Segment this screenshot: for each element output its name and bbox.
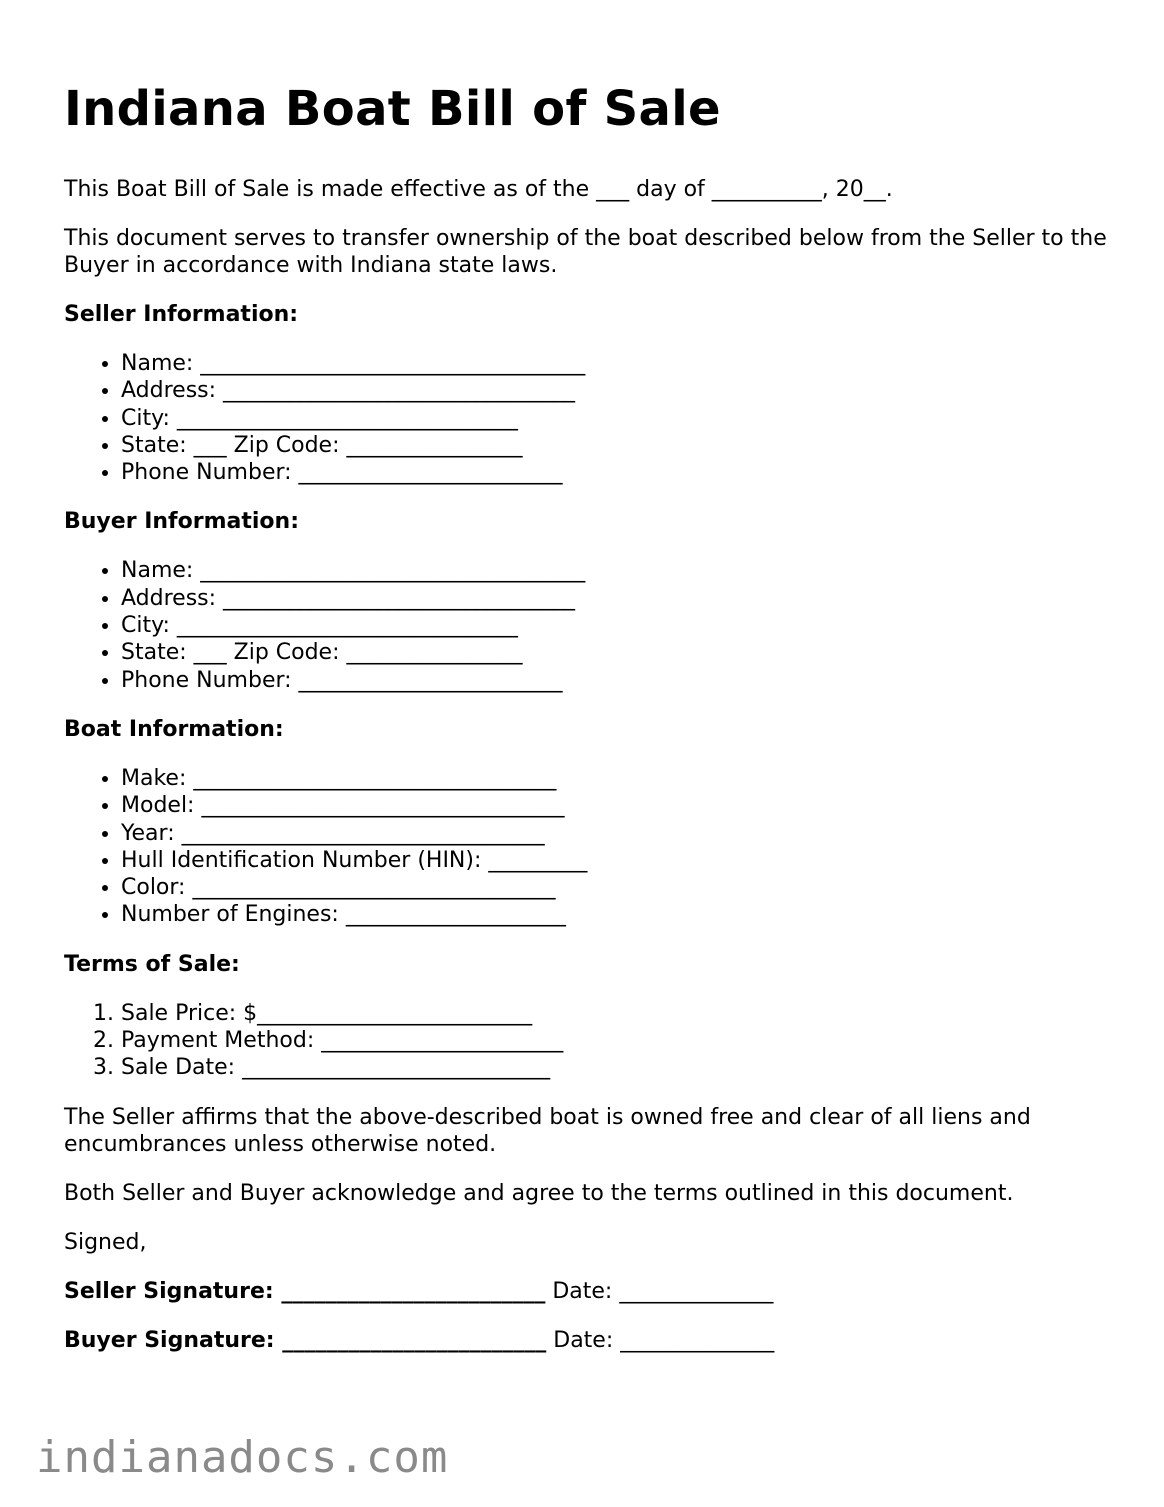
- seller-signature-date: Date: ______________: [552, 1278, 774, 1304]
- affirmation-paragraph: The Seller affirms that the above-described boat is owned free and clear of all liens and encumbrances unless otherwise noted.: [64, 1104, 1031, 1157]
- effective-date-paragraph: This Boat Bill of Sale is made effective as of the ___ day of __________, 20__.: [64, 177, 893, 202]
- boat-model-field: • Model: _________________________________: [121, 792, 1124, 819]
- purpose-paragraph: This document serves to transfer ownership of the boat described below from the Seller to the Buyer in accordance with Indiana state laws.: [64, 226, 1107, 278]
- sale-price-field: 1. Sale Price: $_________________________: [121, 1000, 1124, 1027]
- boat-engines-field: • Number of Engines: ____________________: [121, 901, 1124, 928]
- seller-state-zip-field: • State: ___ Zip Code: ________________: [121, 432, 1124, 459]
- buyer-address-field: • Address: ________________________________: [121, 585, 1124, 612]
- seller-phone-field: • Phone Number: ________________________: [121, 459, 1124, 486]
- boat-year-field: • Year: _________________________________: [121, 820, 1124, 847]
- seller-city-field: • City: _______________________________: [121, 405, 1124, 432]
- buyer-name-field: • Name: ___________________________________: [121, 557, 1124, 584]
- buyer-information-heading: Buyer Information:: [64, 509, 299, 535]
- buyer-information-list: [64, 557, 1124, 693]
- signed-text: Signed,: [64, 1229, 147, 1255]
- seller-information-heading: Seller Information:: [64, 302, 299, 327]
- seller-information-list: [64, 350, 1124, 486]
- document-title: Indiana Boat Bill of Sale: [64, 81, 721, 137]
- buyer-phone-field: • Phone Number: ________________________: [121, 667, 1124, 694]
- boat-information-list: [64, 765, 1124, 929]
- seller-signature-line: [64, 1278, 1124, 1305]
- seller-signature-label: Seller Signature: ________________________: [64, 1278, 546, 1304]
- sale-date-field: 3. Sale Date: ____________________________: [121, 1054, 1124, 1081]
- boat-make-field: • Make: _________________________________: [121, 765, 1124, 792]
- payment-method-field: 2. Payment Method: ______________________: [121, 1027, 1124, 1054]
- terms-of-sale-list: [64, 1000, 1124, 1082]
- boat-information-heading: Boat Information:: [64, 716, 284, 742]
- watermark-text: indianadocs.com: [36, 1432, 449, 1483]
- buyer-signature-line: [64, 1327, 1124, 1354]
- buyer-signature-label: Buyer Signature: ________________________: [64, 1327, 547, 1353]
- document-page: [64, 78, 1124, 1376]
- seller-name-field: • Name: ___________________________________: [121, 350, 1124, 377]
- seller-address-field: • Address: ________________________________: [121, 377, 1124, 404]
- buyer-state-zip-field: • State: ___ Zip Code: ________________: [121, 639, 1124, 666]
- boat-color-field: • Color: _________________________________: [121, 874, 1124, 901]
- terms-of-sale-heading: Terms of Sale:: [64, 951, 240, 977]
- buyer-signature-date: Date: ______________: [553, 1327, 775, 1353]
- buyer-city-field: • City: _______________________________: [121, 612, 1124, 639]
- acknowledgment-paragraph: Both Seller and Buyer acknowledge and agree to the terms outlined in this document.: [64, 1180, 1014, 1206]
- boat-hin-field: • Hull Identification Number (HIN): _________: [121, 847, 1124, 874]
